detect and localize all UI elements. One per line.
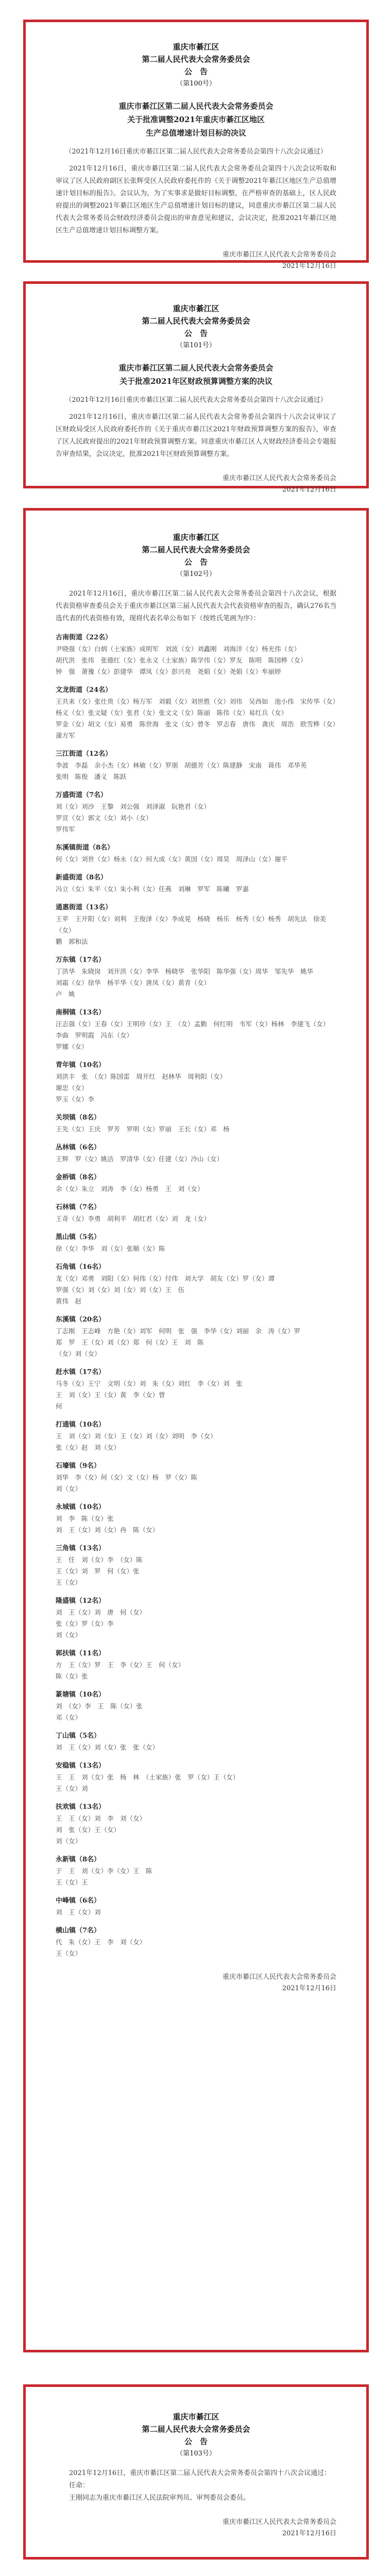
district-name: 三江街道（12名） (56, 750, 112, 758)
body-paragraph: 2021年12月16日，重庆市綦江区第二届人民代表大会常务委员会第四十八次会议审议了区财政局受区人民政府委托作的《关于重庆市綦江区2021年财政预算调整方案的报告》，审查了区人民政府提出的2021年财政预算调整方案。同意重庆市綦江区人大财政经济委员会专题报告审查结果，会议决定，批准2021年区财政预算调整方案。 (56, 413, 336, 458)
signature (56, 249, 336, 272)
district-block (56, 872, 336, 895)
delegate-names (56, 1813, 336, 1847)
district-block (56, 1925, 336, 1959)
title-line: 重庆市綦江区第二届人民代表大会常务委员会 (118, 101, 274, 111)
delegate-names (56, 884, 336, 895)
delegate-names-line: 罗强（女）刘（女）刘（女）刘（女）王 伍 (56, 1286, 191, 1294)
announcement-card-101 (23, 281, 369, 494)
delegate-names-line: 王辉 罗（女）姚洁 罗清华（女）任建（女）冷山（女） (56, 1155, 224, 1163)
issuer-line: 重庆市綦江区 (173, 533, 219, 542)
delegate-names-line: 李曲 罗明霞 冯东（女） (56, 1031, 133, 1039)
delegate-names-line: 刘 王（女）刘（女）冉 陈（女） (56, 1526, 159, 1534)
delegate-names-line: 王共来（女）张仕贵（女）杨万军 刘毅（女）刘世胜（女）刘伟 吴西如 池小伟 宋传华（女）杨义（女）张文疑（女）张君（女）张文文（女）陈丽 陈伟（女）易红兵（女） (56, 698, 336, 717)
district-name: 石壕镇（9名） (56, 1462, 101, 1470)
delegate-names-line: 罗玉（女）李 (56, 1095, 101, 1103)
delegate-names-line: 刘洪丰 张 （女）陈国雷 周开红 赵林华 周利阳（女） (56, 1073, 227, 1080)
signature-date: 2021年12月16日 (282, 2530, 336, 2537)
district-name: 郭扶镇（11名） (56, 1650, 106, 1657)
delegate-names (56, 1742, 336, 1753)
delegate-names-line: 刘华 李（女）何（女）文（女）杨 罗（女）陈 (56, 1473, 204, 1481)
issuer-line: 重庆市綦江区 (173, 42, 219, 52)
district-name: 横山镇（7名） (56, 1927, 101, 1935)
body-paragraph: 2021年12月16日，重庆市綦江区第二届人民代表大会常务委员会第四十八次会议，根据代表资格审查委员会关于重庆市綦江区第三届人民代表大会代表资格审查的报告，确认276名当选代表的代表资格有效，现将代表名单公布如下（按姓氏笔画为序）： (56, 590, 336, 622)
district-name: 中峰镇（6名） (56, 1897, 101, 1905)
district-block (56, 1314, 336, 1360)
delegate-list (56, 632, 336, 1959)
delegate-names-line: 刘 （女）李 王 陈（女）张 (56, 1702, 149, 1710)
district-name: 安稳镇（13名） (56, 1762, 106, 1770)
title-line: 关于批准调整2021年重庆市綦江区地区 (127, 115, 265, 124)
issuer-line: 重庆市綦江区 (173, 2412, 219, 2421)
district-block (56, 632, 336, 677)
delegate-names-line: 罗宣（女）郭文（女）刘小（女） (56, 814, 152, 822)
delegate-names (56, 966, 336, 1000)
signature (56, 2517, 336, 2539)
delegate-names (56, 1554, 336, 1588)
delegate-names-line: 王 刘（女）王（女）黄 李（女）曾 (56, 1391, 172, 1399)
delegate-names (56, 643, 336, 677)
district-block (56, 790, 336, 835)
delegate-names-line: 刘霜（女）徐华 杨平华（女）唐凤（女）黄青（女） (56, 979, 211, 987)
announcement-number: （第103号） (176, 2450, 216, 2458)
district-name: 石角镇（16名） (56, 1263, 106, 1271)
district-name: 万东镇（17名） (56, 956, 106, 964)
delegate-names-line: 刘 张（女）王（女） (56, 1826, 121, 1834)
delegate-names-line: 王（女）刘 罗 何（女）张 (56, 1567, 146, 1575)
delegate-names (56, 1937, 336, 1959)
delegate-names (56, 1378, 336, 1412)
delegate-names-line: 于 王 刘（女）李（女）王 陈 (56, 1867, 159, 1875)
announcement-number: （第101号） (176, 342, 216, 349)
delegate-names-line: 邓（女） (56, 1714, 82, 1721)
delegate-names-line: 罗金（女）胡文（女）易勇 陈世海 张文（女）曾冬 罗志春 唐伟 龚庆 周浩 欧雪桦（女）蒲方军 (56, 720, 336, 739)
delegate-names-line: 代 朱（女）王 李 刘（女） (56, 1938, 146, 1946)
card-header (56, 2411, 336, 2460)
district-block (56, 1202, 336, 1225)
signature-org: 重庆市綦江区人民代表大会常务委员会 (222, 251, 336, 259)
district-block (56, 1689, 336, 1723)
delegate-names-line: （女）刘（女） (56, 1350, 101, 1358)
delegate-names (56, 1019, 336, 1053)
delegate-names-line: 丁志刚 王志峰 方艳（女）刘军 何明 张 强 李华（女）刘丽 余 涛（女）罗 (56, 1327, 307, 1335)
delegate-names-line: 冯立（女）朱平（女）朱小利（女）任燕 刘琳 罗军 陈曦 罗嘉 (56, 885, 249, 893)
issuer-line: 第二届人民代表大会常务委员会 (142, 545, 250, 554)
delegate-names-line: 刘（女） (56, 1485, 82, 1493)
district-name: 新盛街道（8名） (56, 874, 108, 882)
delegate-names-line: 王苹 王开阳（女）刘利 王俊泽（女）李成晃 杨晓 杨乐 杨秀（女）杨秀 胡先法 徐美（女） (56, 915, 327, 934)
delegate-names-line: 张（女）罗（女）李 (56, 1620, 121, 1628)
delegate-names (56, 1326, 336, 1360)
signature-org: 重庆市綦江区人民代表大会常务委员会 (222, 1973, 336, 1981)
district-name: 文龙街道（24名） (56, 686, 112, 694)
delegate-names-line: 丁洪华 朱晓岗 刘开洪（女）李华 杨晓华 张华阳 陈华强（女）周华 邹先华 姚华 (56, 968, 320, 975)
delegate-names-line: 张（女）赵 刘（女） (56, 1444, 121, 1451)
delegate-names-line: 王先（女）王庆 罗芳 罗明（女）罗丽 王长（女）邓 杨 (56, 1125, 230, 1133)
delegate-names-line: 王 王（女）刘 李 刘（女） (56, 1815, 146, 1822)
signature-org: 重庆市綦江区人民代表大会常务委员会 (222, 2518, 336, 2526)
delegate-names-line: 刘 王（女）刘（女）张 张（女） (56, 1743, 159, 1751)
issuer-line: 第二届人民代表大会常务委员会 (142, 2425, 250, 2434)
district-block (56, 685, 336, 741)
announcement-label: 公 告 (184, 329, 208, 338)
district-name: 丁山镇（5名） (56, 1732, 101, 1740)
delegate-names (56, 1273, 336, 1307)
district-block (56, 1895, 336, 1918)
delegate-names-line: 汪志强（女）王春（女）王明珍（女）王 （女）孟勤 何红明 韦军（女）杨林 李建飞（女） (56, 1020, 330, 1028)
announcement-label: 公 告 (184, 67, 208, 76)
district-block (56, 1367, 336, 1412)
district-name: 黑山镇（5名） (56, 1233, 101, 1241)
announcement-card-100 (23, 20, 369, 270)
delegate-names-line: 龙（女）邓勇 刘阳（女）何伟（女）付伟 刘大学 胡友（女）罗（女）谭 (56, 1275, 281, 1282)
district-name: 青年镇（10名） (56, 1061, 106, 1069)
signature-date: 2021年12月16日 (282, 262, 336, 270)
delegate-names-line: 张明 陈俊 潘义 陈跃 (56, 773, 127, 781)
delegate-names-line: 卢 姚 (56, 990, 82, 998)
delegate-names-line: 王（女）王 (56, 1878, 88, 1886)
appointment-label: 任命： (69, 2482, 90, 2489)
delegate-names-line: 王奇（女）李勇 胡利平 胡红君（女）刘 龙（女） (56, 1215, 211, 1223)
district-block (56, 842, 336, 865)
delegate-names-line: 王 任 刘（女）李 （女）陈 (56, 1556, 149, 1564)
delegate-names (56, 1866, 336, 1888)
district-block (56, 749, 336, 783)
appointment-text: 王刚同志为重庆市綦江区人民法院审判员、审判委员会委员。 (69, 2494, 250, 2502)
adoption-date: （2021年12月16日重庆市綦江区第二届人民代表大会常务委员会第四十八次会议通过） (65, 396, 327, 404)
delegate-names (56, 1183, 336, 1195)
district-block (56, 1731, 336, 1753)
delegate-names-line: 刘（女） (56, 1631, 82, 1639)
delegate-names (56, 1243, 336, 1255)
delegate-names-line: 钟 强 萧豫（女）彭建华 谭凤（女）彭兴亮 尧娟（女）尧娟（女）牟丽婷 (56, 668, 281, 675)
signature-date: 2021年12月16日 (282, 1985, 336, 1992)
delegate-names (56, 760, 336, 783)
delegate-names-line: 尹晓强（女）白炳（土家族）成明军 刘波（女）刘鑫刚 刘海洋（女）杨光伟（女） (56, 645, 301, 653)
delegate-names (56, 854, 336, 865)
district-block (56, 1802, 336, 1847)
district-name: 三角镇（13名） (56, 1545, 106, 1552)
delegate-names (56, 1607, 336, 1641)
district-name: 篆塘镇（10名） (56, 1691, 106, 1699)
delegate-names (56, 1154, 336, 1165)
district-name: 古南街道（22名） (56, 634, 112, 641)
delegate-names (56, 1701, 336, 1723)
announcement-number: （第102号） (176, 570, 216, 578)
district-block (56, 1648, 336, 1682)
district-block (56, 1007, 336, 1053)
district-block (56, 1543, 336, 1588)
district-block (56, 1502, 336, 1536)
district-name: 石林镇（7名） (56, 1204, 101, 1211)
delegate-names-line: 罗娜（女） (56, 1043, 88, 1050)
card-header (56, 41, 336, 90)
title-line: 重庆市綦江区第二届人民代表大会常务委员会 (118, 363, 274, 372)
district-block (56, 1461, 336, 1495)
district-block (56, 1262, 336, 1307)
delegate-names (56, 1659, 336, 1682)
district-block (56, 1419, 336, 1453)
announcement-card-102 (23, 508, 369, 2352)
delegate-names (56, 1772, 336, 1794)
district-name: 万盛街道（7名） (56, 791, 108, 799)
delegate-names-line: 刘 王（女）刘 唐 何（女） (56, 1608, 146, 1616)
card-header (56, 531, 336, 581)
signature-date: 2021年12月16日 (282, 486, 336, 494)
delegate-names-line: 余（女）朱立 刘涛 李（女）杨勇 王 刘（女） (56, 1185, 204, 1193)
announcement-label: 公 告 (184, 2437, 208, 2446)
district-name: 丛林镇（6名） (56, 1144, 101, 1151)
delegate-names (56, 1431, 336, 1453)
district-name: 东溪镇（20名） (56, 1316, 106, 1324)
delegate-names-line: 鹏 郭和法 (56, 938, 88, 945)
district-name: 永新镇（8名） (56, 1856, 101, 1863)
delegate-names (56, 1513, 336, 1536)
delegate-names-line: 刘 王（女）刘 (56, 1908, 108, 1916)
district-name: 永城镇（10名） (56, 1503, 106, 1511)
delegate-names-line: 黄伟 赵 (56, 1297, 88, 1305)
issuer-line: 重庆市綦江区 (173, 304, 219, 313)
delegate-names (56, 1071, 336, 1105)
delegate-names-line: 何（女）刘世（女）杨永（女）何大成（女）黄国（女）周昊 周泽山（女）谢平 (56, 855, 288, 863)
delegate-names (56, 696, 336, 741)
announcement-number: （第100号） (176, 80, 216, 88)
issuer-line: 第二届人民代表大会常务委员会 (142, 55, 250, 64)
district-name: 东溪镇街道（8名） (56, 844, 114, 852)
delegate-names-line: 王（女） (56, 1579, 82, 1586)
resolution-title (56, 361, 336, 388)
delegate-names-line: 王 刘（女）刘（女）王（女）刘（女）刘明 李（女） (56, 1432, 217, 1440)
announcement-card-103 (23, 2384, 369, 2560)
district-name: 金桥镇（8名） (56, 1174, 101, 1181)
delegate-names-line: 胡代洪 张伟 张德红（女）张永义（土家族）陈学伟（女）罗友 陈明 陈国桦（女） (56, 656, 307, 664)
district-block (56, 902, 336, 947)
signature (56, 473, 336, 496)
delegate-names-line: 郑 罗 王（女）刘（女）郑 何（女）王 刘 陈 (56, 1338, 211, 1346)
announcement-label: 公 告 (184, 557, 208, 567)
delegate-names-line: 王（女）刘 (56, 1785, 95, 1792)
delegate-names-line: 陈（女）张 (56, 1672, 95, 1680)
signature (56, 1972, 336, 1994)
district-name: 通惠街道（13名） (56, 904, 112, 911)
delegate-names-line: 刘（女）刘沙 王黎 刘公强 刘泽淑 阮艳君（女） (56, 803, 211, 810)
delegate-names (56, 801, 336, 835)
delegate-names-line: 罗伟军 (56, 825, 75, 833)
district-name: 南桐镇（13名） (56, 1009, 106, 1016)
delegate-names-line: 刘（女） (56, 1837, 82, 1845)
resolution-title (56, 99, 336, 140)
district-block (56, 1596, 336, 1641)
district-block (56, 1172, 336, 1195)
district-block (56, 1854, 336, 1888)
adoption-date: （2021年12月16日重庆市綦江区第二届人民代表大会常务委员会第四十八次会议通过） (65, 148, 327, 156)
delegate-names (56, 1124, 336, 1135)
body-paragraph: 2021年12月16日，重庆市綦江区第二届人民代表大会常务委员会第四十八次会议通过： (69, 2469, 331, 2477)
delegate-names-line: 王 王 刘（女）张 杨 林 （土家族）张 罗（女）王（女） (56, 1773, 240, 1781)
delegate-names (56, 1907, 336, 1918)
title-line: 关于批准2021年区财政预算调整方案的决议 (120, 377, 272, 386)
district-block (56, 1142, 336, 1165)
district-block (56, 1232, 336, 1255)
body-paragraph: 2021年12月16日，重庆市綦江区第二届人民代表大会常务委员会第四十八次会议听取和审议了区人民政府副区长张辉受区人民政府委托作的《关于调整2021年綦江区地区生产总值增速计划目标的报告》。会议认为，为了实事求是做好目标调整，在严格审查的基础上，区人民政府提出的调整2021年綦江区地区生产总值增速计划目标的建议，同意重庆市綦江区第二届人民代表大会常务委员会财政经济委员会提出的审查意见和建议，会议决定，批准2021年綦江区地区生产总值增速计划目标调整方案。 (56, 165, 336, 234)
delegate-names-line: 方 王（女）罗 王 李（女）王 何（女） (56, 1661, 185, 1669)
district-block (56, 955, 336, 1000)
signature-org: 重庆市綦江区人民代表大会常务委员会 (222, 474, 336, 482)
district-name: 打通镇（10名） (56, 1421, 106, 1429)
delegate-names (56, 913, 336, 947)
delegate-names-line: 王（女） (56, 1950, 82, 1957)
delegate-names (56, 1213, 336, 1225)
delegate-names-line: 马冬（女）王宁 文明（女）刘 朱（女）刘红 李（女）刘 张 (56, 1380, 249, 1387)
district-block (56, 1760, 336, 1794)
district-name: 关坝镇（8名） (56, 1114, 101, 1122)
district-name: 扶欢镇（13名） (56, 1803, 106, 1811)
delegate-names-line: 李波 李磊 余小杰（女）林敏（女）罗朋 胡德芳（女）陈建静 宋南 蒋伟 邓华英 (56, 761, 307, 769)
delegate-names-line: 谢忠（女） (56, 1084, 88, 1092)
title-line: 生产总值增速计划目标的决议 (145, 128, 246, 138)
delegate-names (56, 1472, 336, 1495)
district-block (56, 1060, 336, 1105)
delegate-names-line: 刘 李 陈（女）张 (56, 1515, 121, 1522)
district-block (56, 1112, 336, 1135)
card-header (56, 302, 336, 352)
district-name: 隆盛镇（12名） (56, 1597, 106, 1605)
delegate-names-line: 徐（女）李华 刘（女）张顺（女）陈 (56, 1245, 165, 1252)
district-name: 赶水镇（17名） (56, 1368, 106, 1376)
delegate-names-line: 何 (56, 1402, 69, 1410)
issuer-line: 第二届人民代表大会常务委员会 (142, 316, 250, 326)
